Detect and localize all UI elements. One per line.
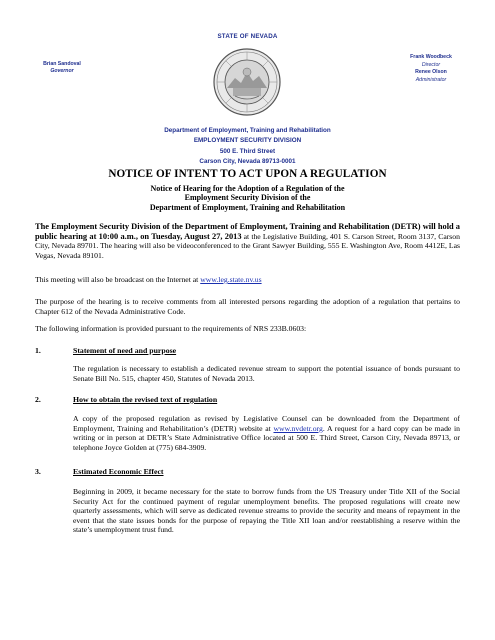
notice-title: NOTICE OF INTENT TO ACT UPON A REGULATION — [108, 168, 387, 180]
state-heading: STATE OF NEVADA — [217, 33, 278, 40]
section-1-title: Statement of need and purpose — [73, 346, 177, 355]
broadcast-paragraph — [35, 275, 460, 285]
section-2-text-after: . A request for a hard copy can be made in writing or in person at DETR’s State Administrative Office located at 500 E. Third Street, Carson City, Nevada 89713, or telephone Joyce Golden at (775) 684-3909. — [73, 423, 460, 452]
section-3-text: Beginning in 2009, it became necessary for the state to borrow funds from the US Treasury under Title XII of the Social Security Act for the continued payment of regular unemployment benefits. The proposed regulations will create new quarterly assessments, which will serve as dedicated revenue streams to provide the security and means of repayment in the event that the state issues bonds for the purpose of repaying the Title XII loan and/or reestablishing a reserve within the state’s unemployment trust fund. — [73, 487, 460, 535]
section-2-text-before: A copy of the proposed regulation as revised by Legislative Counsel can be downloaded from the Department of Employment, Training and Rehabilitation’s (DETR) website at — [73, 414, 460, 433]
section-3-heading — [35, 467, 164, 476]
agency-city: Carson City, Nevada 89713-0001 — [199, 158, 296, 166]
section-1-heading — [35, 346, 176, 355]
administration-block — [390, 54, 472, 84]
governor-block — [22, 61, 102, 75]
detr-website-link[interactable]: www.nvdetr.org — [273, 423, 323, 433]
section-1-text: The regulation is necessary to establish a dedicated revenue stream to support the potential issuance of bonds pursuant to Senate Bill No. 515, chapter 450, Statutes of Nevada 2013. — [73, 364, 460, 383]
leg-website-link[interactable]: www.leg.state.nv.us — [200, 275, 262, 284]
agency-department: Department of Employment, Training and Rehabilitation — [164, 127, 331, 134]
notice-subtitle-line-3: Department of Employment, Training and Rehabilitation — [149, 202, 346, 212]
section-2-number: 2. — [35, 395, 41, 404]
intro-bold-lead: The Employment Security Division of the Department of Employment, Training and Rehabilitation (DETR) will hold a public hearing at 10:00 a.m., on Tuesday, August 27, 2013 — [35, 222, 460, 241]
purpose-paragraph: The purpose of the hearing is to receive comments from all interested persons regarding the adoption of a regulation that pertains to Chapter 612 of the Nevada Administrative Code. — [35, 297, 460, 316]
notice-subtitle-line-1: Notice of Hearing for the Adoption of a Regulation of the — [150, 184, 345, 193]
intro-rest: at the Legislative Building, 401 S. Carson Street, Room 3137, Carson City, Nevada 89701. The hearing will also be videoconferenced to the Grant Sawyer Building, 555 E. Washington Ave, Room 4412E, Las Vegas, Nevada 89101. — [35, 231, 460, 260]
administrator-title: Administrator — [415, 76, 447, 83]
administrator-name: Renee Olson — [415, 69, 447, 76]
intro-paragraph — [35, 222, 460, 260]
section-2-title: How to obtain the revised text of regulation — [73, 395, 218, 404]
broadcast-text: This meeting will also be broadcast on the Internet at — [35, 275, 201, 284]
governor-title: Governor — [50, 68, 74, 74]
section-3-title: Estimated Economic Effect — [73, 467, 164, 476]
agency-street: 500 E. Third Street — [219, 147, 276, 155]
section-2-heading — [35, 395, 217, 404]
section-2-text — [73, 414, 460, 452]
notice-subtitle-line-2: Employment Security Division of the — [184, 193, 311, 203]
governor-name: Brian Sandoval — [43, 61, 81, 67]
agency-division: EMPLOYMENT SECURITY DIVISION — [193, 137, 302, 145]
nevada-state-seal-icon — [213, 48, 281, 116]
section-1-number: 1. — [35, 346, 41, 355]
agency-address-block — [0, 126, 495, 168]
notice-subtitle — [0, 184, 495, 212]
section-3-number: 3. — [35, 467, 41, 476]
following-paragraph: The following information is provided pursuant to the requirements of NRS 233B.0603: — [35, 324, 307, 333]
director-title: Director — [421, 61, 441, 68]
director-name: Frank Woodbeck — [410, 54, 452, 60]
